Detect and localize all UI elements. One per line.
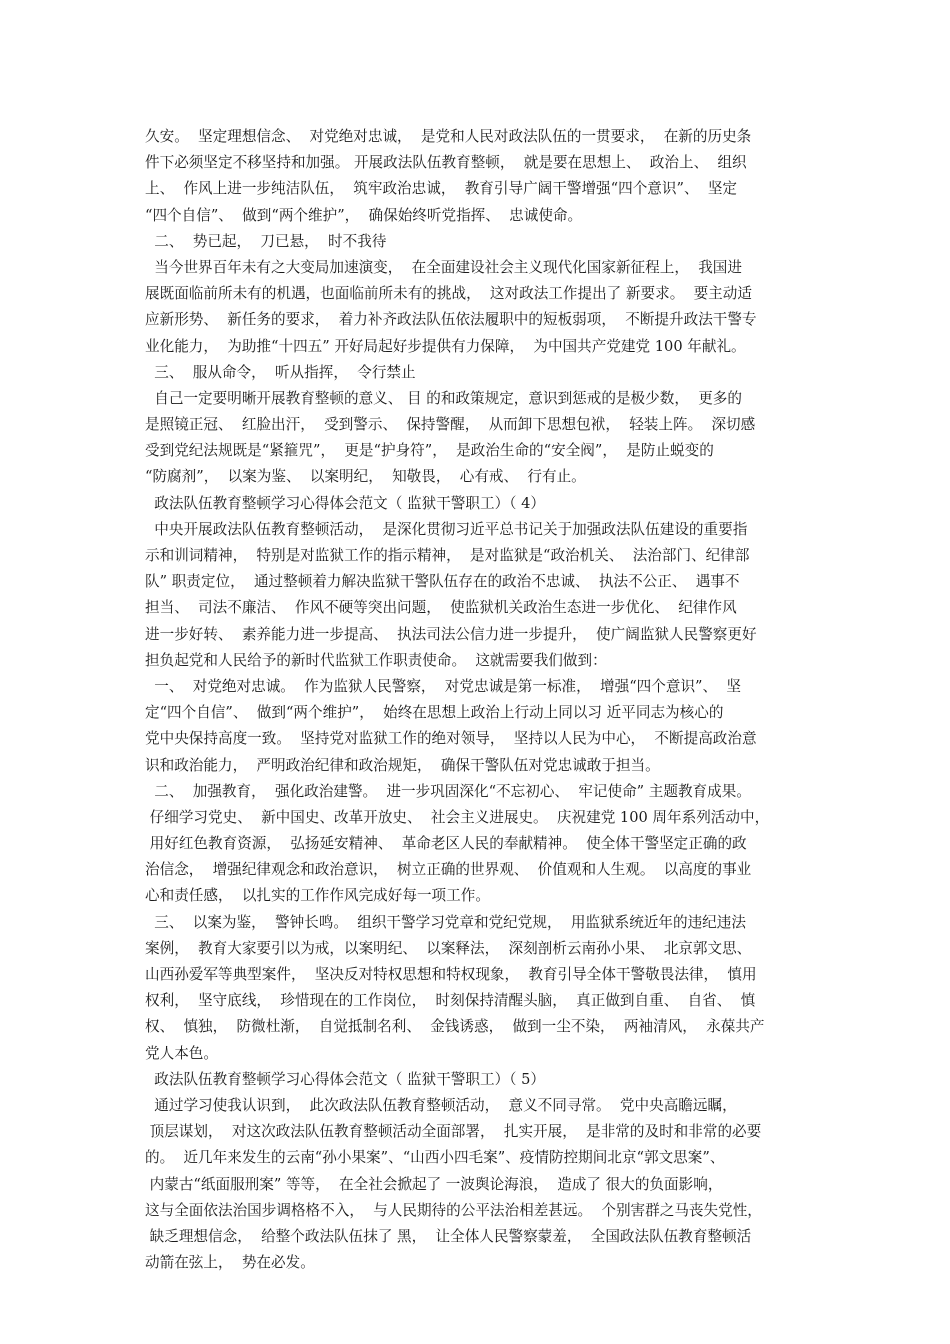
text-line: 政法队伍教育整顿学习心得体会范文（ 监狱干警职工）（ 4） [145,494,545,512]
text-line: 缺乏理想信念， 给整个政法队伍抹了 黑， 让全体人民警察蒙羞， 全国政法队伍教育整顿活 [145,1227,752,1245]
text-line: 进一步好转、 素养能力进一步提高、 执法司法公信力进一步提升， 使广阔监狱人民警察更好 [145,625,757,643]
text-line: “防腐剂”， 以案为鉴、 以案明纪， 知敬畏， 心有戒、 行有止。 [145,468,586,486]
text-line: 权、 慎独， 防微杜渐， 自觉抵制名利、 金钱诱惑， 做到一尘不染， 两袖清风， 永葆共产 [145,1018,765,1036]
text-line: 中央开展政法队伍教育整顿活动， 是深化贯彻习近平总书记关于加强政法队伍建设的重要指 [145,520,748,538]
text-line: 久安。 坚定理想信念、 对党绝对忠诚， 是党和人民对政法队伍的一贯要求， 在新的历史条 [145,128,752,145]
text-line: 仔细学习党史、 新中国史、改革开放史、 社会主义进展史。 庆祝建党 100 周年系列活动中， [145,808,770,826]
text-line: 用好红色教育资源， 弘扬延安精神、 革命老区人民的奉献精神。 使全体干警坚定正确的政 [145,835,747,853]
text-line: 二、 势已起， 刀已悬， 时不我待 [145,232,387,250]
text-line: 业化能力， 为助推“十四五” 开好局起好步提供有力保障， 为中国共产党建党 100 年献礼。 [145,337,746,355]
text-line: 件下必须坚定不移坚持和加强。 开展政法队伍教育整顿， 就是要在思想上、 政治上、 组织 [145,154,747,172]
text-line: 内蒙古“纸面服刑案” 等等， 在全社会掀起了 一波舆论海浪， 造成了 很大的负面影响， [145,1175,723,1193]
text-line: 当今世界百年未有之大变局加速演变， 在全面建设社会主义现代化国家新征程上， 我国进 [145,258,742,276]
text-line: 动箭在弦上， 势在必发。 [145,1254,315,1272]
text-line: 三、 以案为鉴， 警钟长鸣。 组织干警学习党章和党纪党规， 用监狱系统近年的违纪违法 [145,913,746,931]
text-line: 担当、 司法不廉洁、 作风不硬等突出问题， 使监狱机关政治生态进一步优化、 纪律作风 [145,599,737,617]
text-line: 一、 对党绝对忠诚。 作为监狱人民警察， 对党忠诚是第一标准， 增强“四个意识”、 坚 [145,677,741,695]
text-line: 顶层谋划， 对这次政法队伍教育整顿活动全面部署， 扎实开展， 是非常的及时和非常的必要 [145,1123,762,1141]
text-line: 党人本色。 [145,1044,218,1062]
text-line: “四个自信”、 做到“两个维护”， 确保始终听党指挥、 忠诚使命。 [145,206,583,224]
text-line: 的。 近几年来发生的云南“孙小果案”、“山西小四毛案”、疫情防控期间北京“郭文思案”、 [145,1149,725,1167]
text-line: 三、 服从命令， 听从指挥， 令行禁止 [145,363,416,381]
text-line: 是照镜正冠、 红脸出汗， 受到警示、 保持警醒， 从而卸下思想包袱， 轻装上阵。 深切感 [145,416,756,434]
text-line: 党中央保持高度一致。 坚持党对监狱工作的绝对领导， 坚持以人民为中心， 不断提高政治意 [145,730,757,748]
text-line: 担负起党和人民给予的新时代监狱工作职责使命。 这就需要我们做到： [145,651,607,669]
text-line: 心和责任感， 以扎实的工作作风完成好每一项工作。 [145,887,490,905]
text-line: 这与全面依法治国步调格格不入， 与人民期待的公平法治相差甚远。 个别害群之马丧失党性， [145,1201,762,1219]
text-line: 权利， 坚守底线， 珍惜现在的工作岗位， 时刻保持清醒头脑， 真正做到自重、 自省、 慎 [145,992,756,1010]
text-line: 应新形势、 新任务的要求， 着力补齐政法队伍依法履职中的短板弱项， 不断提升政法干警专 [145,311,757,329]
text-line: 定“四个自信”、 做到“两个维护”， 始终在思想上政治上行动上同以习 近平同志为核心的 [145,704,724,722]
text-line: 自己一定要明晰开展教育整顿的意义、 目 的和政策规定，意识到惩戒的是极少数， 更多的 [145,389,742,407]
text-line: 二、 加强教育， 强化政治建警。 进一步巩固深化“不忘初心、 牢记使命” 主题教育成果。 [145,782,751,800]
text-line: 展既面临前所未有的机遇，也面临前所未有的挑战， 这对政法工作提出了 新要求。 要主动适 [145,285,752,303]
text-line: 上、 作风上进一步纯洁队伍， 筑牢政治忠诚， 教育引导广阔干警增强“四个意识”、 坚定 [145,180,738,198]
text-line: 山西孙爱军等典型案件， 坚决反对特权思想和特权现象， 教育引导全体干警敬畏法律， 慎用 [145,966,757,983]
text-line: 通过学习使我认识到， 此次政法队伍教育整顿活动， 意义不同寻常。 党中央高瞻远瞩， [145,1096,737,1114]
text-line: 政法队伍教育整顿学习心得体会范文（ 监狱干警职工）（ 5） [145,1070,545,1088]
text-line: 队” 职责定位， 通过整顿着力解决监狱干警队伍存在的政治不忠诚、 执法不公正、 遇事不 [145,573,740,591]
text-line: 受到党纪法规既是“紧箍咒”， 更是“护身符”， 是政治生命的“安全阀”， 是防止蜕变的 [145,442,714,460]
document-body [145,124,815,1276]
text-line: 示和训词精神， 特别是对监狱工作的指示精神， 是对监狱是“政治机关、 法治部门、纪律部 [145,547,750,564]
text-line: 案例， 教育大家要引以为戒，以案明纪、 以案释法， 深刻剖析云南孙小果、 北京郭文思、 [145,939,752,957]
text-line: 识和政治能力， 严明政治纪律和政治规矩， 确保干警队伍对党忠诚敢于担当。 [145,756,660,774]
text-line: 治信念， 增强纪律观念和政治意识， 树立正确的世界观、 价值观和人生观。 以高度的事业 [145,861,752,879]
